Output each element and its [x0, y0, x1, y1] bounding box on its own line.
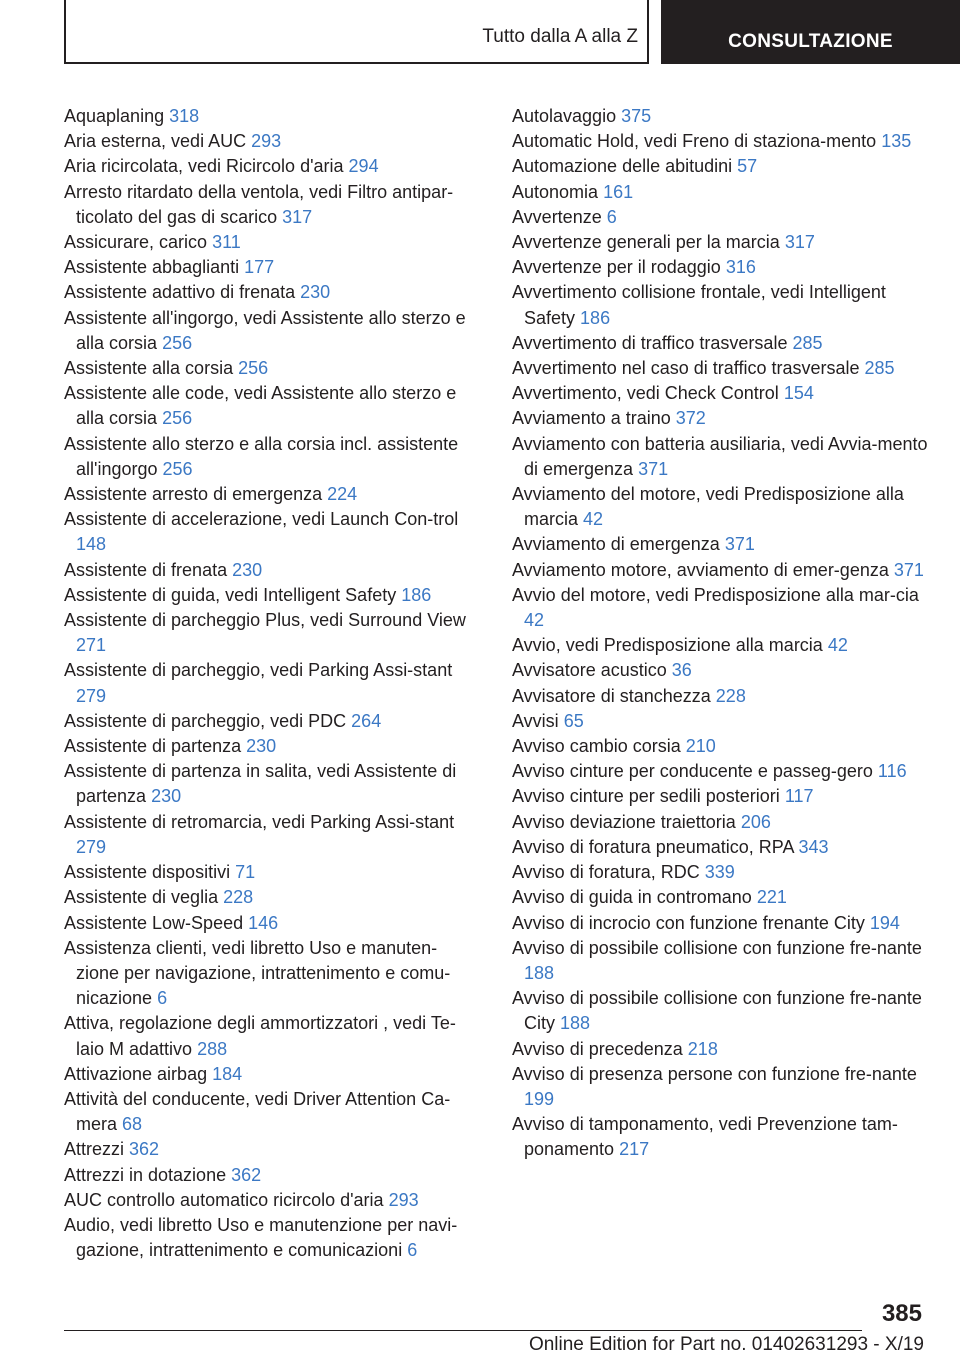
index-entry-text: Avviso di foratura, RDC: [512, 862, 700, 883]
index-entry-text: Avviamento motore, avviamento di emer‐genza: [512, 559, 889, 580]
index-page-link[interactable]: 217: [619, 1139, 650, 1160]
index-entry: [512, 532, 932, 557]
index-page-link[interactable]: 6: [157, 988, 168, 1009]
index-entry-text: Avvertenze per il rodaggio: [512, 257, 721, 278]
index-page-link[interactable]: 375: [621, 106, 652, 126]
index-entry-text: Avviso di possibile collisione con funzione fre‐nante City: [512, 988, 922, 1034]
index-entry: [64, 280, 480, 305]
index-entry-text: Attivazione airbag: [64, 1063, 208, 1084]
index-entry: [512, 1062, 932, 1112]
index-entry: [64, 180, 480, 230]
index-entry-text: Assistente Low-Speed: [64, 912, 244, 933]
index-entry: [64, 1087, 480, 1137]
index-entry-text: Assistente di accelerazione, vedi Launch Con‐trol: [64, 509, 459, 530]
index-entry-text: Avviamento con batteria ausiliaria, vedi Avvia‐mento di emergenza: [512, 433, 928, 479]
index-page-link[interactable]: 228: [223, 887, 254, 908]
index-entry-text: Automazione delle abitudini: [512, 156, 733, 177]
index-page-link[interactable]: 218: [687, 1038, 718, 1059]
index-entry: [512, 734, 932, 759]
index-page-link[interactable]: 221: [756, 887, 787, 908]
index-entry: [64, 432, 480, 482]
index-column-left: [64, 104, 480, 1263]
index-entry-text: Avvertimento collisione frontale, vedi Intelligent Safety: [512, 282, 886, 328]
index-page-link[interactable]: 68: [122, 1114, 143, 1135]
index-page-link[interactable]: 188: [524, 962, 555, 983]
index-entry-text: Attiva, regolazione degli ammortizzatori , vedi Te‐laio M adattivo: [64, 1013, 456, 1059]
index-entry: [64, 381, 480, 431]
index-entry: [64, 911, 480, 936]
index-entry: [512, 709, 932, 734]
index-entry-text: Automatic Hold, vedi Freno di staziona‐mento: [512, 131, 877, 152]
index-page-link[interactable]: 372: [675, 408, 706, 429]
header-bottom-rule: [64, 62, 649, 64]
index-entry-text: Aria ricircolata, vedi Ricircolo d'aria: [64, 156, 344, 177]
index-page-link[interactable]: 42: [583, 509, 604, 530]
index-page-link[interactable]: 371: [724, 534, 755, 555]
index-entry-text: Avvertenze: [512, 206, 602, 227]
index-entry-text: Assistente di partenza in salita, vedi Assistente di partenza: [64, 761, 457, 807]
index-entry: [64, 230, 480, 255]
index-entry: [512, 633, 932, 658]
index-entry: [64, 885, 480, 910]
index-column-right: [512, 104, 932, 1163]
index-entry-text: Avvio del motore, vedi Predisposizione alla mar‐cia: [512, 584, 919, 605]
index-entry-text: Assistente di frenata: [64, 559, 228, 580]
index-page-link[interactable]: 279: [76, 685, 107, 706]
index-entry: [512, 230, 932, 255]
index-entry-text: Avviso di incrocio con funzione frenante City: [512, 912, 865, 933]
index-entry: [64, 1213, 480, 1263]
index-entry: [512, 180, 932, 205]
index-entry-text: Avvisatore acustico: [512, 660, 667, 681]
index-page-link[interactable]: 230: [232, 559, 263, 580]
index-page-link[interactable]: 42: [524, 610, 545, 631]
page-number: 385: [881, 1300, 922, 1327]
index-entry: [64, 129, 480, 154]
index-page-link[interactable]: 36: [671, 660, 692, 681]
index-entry-text: Assistente di parcheggio, vedi Parking Assi‐stant: [64, 660, 453, 681]
index-page-link[interactable]: 230: [300, 282, 331, 303]
index-entry: [64, 734, 480, 759]
index-entry: [64, 306, 480, 356]
index-entry-text: Avviso di precedenza: [512, 1038, 683, 1059]
index-entry: [64, 1137, 480, 1162]
index-page-link[interactable]: 318: [169, 106, 200, 126]
index-entry-text: Avviso di possibile collisione con funzione fre‐nante: [512, 937, 922, 958]
index-page-link[interactable]: 362: [129, 1139, 160, 1160]
index-page-link[interactable]: 317: [784, 232, 815, 253]
index-entry: [512, 255, 932, 280]
index-page-link[interactable]: 362: [231, 1164, 262, 1185]
chapter-tab: [661, 0, 960, 64]
index-entry: [512, 658, 932, 683]
index-entry: [64, 810, 480, 860]
index-entry-text: Avvio, vedi Predisposizione alla marcia: [512, 635, 823, 656]
index-entry-text: Assistente di guida, vedi Intelligent Safety: [64, 584, 397, 605]
index-page-link[interactable]: 343: [798, 836, 829, 857]
index-page-link[interactable]: 288: [197, 1038, 228, 1059]
index-entry: [64, 507, 480, 557]
index-entry: [512, 911, 932, 936]
index-page-link[interactable]: 116: [877, 761, 907, 782]
index-entry: [512, 835, 932, 860]
index-entry: [64, 1011, 480, 1061]
index-page-link[interactable]: 371: [893, 559, 924, 580]
index-page-link[interactable]: 210: [685, 736, 716, 757]
index-entry-text: Avvertimento di traffico trasversale: [512, 332, 788, 353]
index-entry-text: Assistente arresto di emergenza: [64, 484, 323, 505]
index-entry: [64, 255, 480, 280]
index-entry: [512, 558, 932, 583]
index-entry: [512, 104, 932, 129]
index-page-link[interactable]: 293: [251, 131, 282, 152]
index-entry: [512, 860, 932, 885]
index-entry: [512, 810, 932, 835]
index-page-link[interactable]: 184: [212, 1063, 243, 1084]
index-entry: [512, 129, 932, 154]
index-page-link[interactable]: 316: [725, 257, 756, 278]
index-page-link[interactable]: 271: [76, 635, 107, 656]
index-entry-text: Avvertimento nel caso di traffico trasversale: [512, 358, 860, 379]
index-entry-text: Assistente alla corsia: [64, 358, 234, 379]
index-page-link[interactable]: 294: [348, 156, 379, 177]
index-entry-text: Autolavaggio: [512, 106, 617, 126]
index-entry-text: Audio, vedi libretto Uso e manutenzione per navi‐gazione, intrattenimento e comunicazioni: [64, 1214, 458, 1261]
index-entry-text: Assistente dispositivi: [64, 862, 231, 883]
index-entry-text: Assistente di parcheggio, vedi PDC: [64, 710, 347, 731]
index-entry-text: Aria esterna, vedi AUC: [64, 131, 247, 152]
index-entry: [512, 331, 932, 356]
index-page-link[interactable]: 199: [524, 1088, 555, 1109]
edition-footer: Online Edition for Part no. 01402631293 - X/19: [528, 1334, 924, 1355]
index-entry: [512, 784, 932, 809]
index-page-link[interactable]: 154: [783, 383, 814, 404]
index-entry-text: Assicurare, carico: [64, 232, 208, 253]
section-title: Tutto dalla A alla Z: [482, 26, 638, 47]
index-page-link[interactable]: 256: [238, 358, 269, 379]
header-divider-rule: [647, 0, 649, 64]
index-entry-text: Assistente all'ingorgo, vedi Assistente allo sterzo e alla corsia: [64, 307, 466, 353]
index-entry: [64, 1188, 480, 1213]
index-entry-text: Attività del conducente, vedi Driver Attention Ca‐mera: [64, 1088, 451, 1135]
index-entry: [64, 709, 480, 734]
index-page-link[interactable]: 285: [792, 332, 823, 353]
index-entry: [64, 658, 480, 708]
index-entry: [512, 885, 932, 910]
index-entry: [64, 608, 480, 658]
index-entry-text: Avviso di foratura pneumatico, RPA: [512, 836, 794, 857]
index-entry-text: Avviso deviazione traiettoria: [512, 811, 736, 832]
index-entry-text: Avvisi: [512, 710, 559, 731]
index-page-link[interactable]: 224: [327, 484, 358, 505]
index-entry-text: Avvisatore di stanchezza: [512, 685, 711, 706]
index-entry: [512, 1037, 932, 1062]
index-page-link[interactable]: 71: [235, 862, 256, 883]
index-entry-text: Avviso cinture per conducente e passeg‐gero: [512, 761, 873, 782]
index-page-link[interactable]: 279: [76, 836, 107, 857]
index-entry: [64, 154, 480, 179]
index-page-link[interactable]: 256: [162, 332, 193, 353]
index-entry-text: Avviamento di emergenza: [512, 534, 720, 555]
index-entry: [64, 482, 480, 507]
index-page-link[interactable]: 230: [151, 786, 182, 807]
index-entry: [512, 583, 932, 633]
index-page-link[interactable]: 256: [162, 458, 193, 479]
index-entry-text: Avviamento del motore, vedi Predisposizione alla marcia: [512, 484, 904, 530]
index-page-link[interactable]: 285: [864, 358, 895, 379]
index-entry: [64, 1062, 480, 1087]
index-entry: [512, 406, 932, 431]
index-page-link[interactable]: 6: [407, 1240, 418, 1261]
index-page-link[interactable]: 65: [563, 710, 584, 731]
index-page-link[interactable]: 206: [740, 811, 771, 832]
index-entry-text: Avviamento a traino: [512, 408, 671, 429]
index-entry-text: Autonomia: [512, 181, 599, 202]
index-entry: [512, 1112, 932, 1162]
index-page-link[interactable]: 146: [248, 912, 279, 933]
index-entry: [512, 205, 932, 230]
index-page-link[interactable]: 317: [282, 206, 313, 227]
index-entry-text: Avviso cambio corsia: [512, 736, 681, 757]
index-entry: [64, 558, 480, 583]
index-entry-text: Avviso cinture per sedili posteriori: [512, 786, 780, 807]
index-page-link[interactable]: 161: [603, 181, 634, 202]
index-page-link[interactable]: 194: [869, 912, 900, 933]
index-entry: [512, 432, 932, 482]
index-entry-text: Avviso di presenza persone con funzione fre‐nante: [512, 1063, 917, 1084]
index-page-link[interactable]: 6: [606, 206, 617, 227]
footer-rule: [64, 1330, 862, 1331]
index-page-link[interactable]: 186: [401, 584, 432, 605]
index-entry-text: AUC controllo automatico ricircolo d'aria: [64, 1189, 384, 1210]
index-entry-text: Attrezzi in dotazione: [64, 1164, 227, 1185]
index-entry-text: Assistenza clienti, vedi libretto Uso e manuten‐zione per navigazione, intrattenimento e comu‐nicazione: [64, 937, 451, 1009]
index-page-link[interactable]: 42: [827, 635, 848, 656]
index-entry-text: Assistente allo sterzo e alla corsia incl. assistente all'ingorgo: [64, 433, 459, 479]
index-entry-text: Assistente alle code, vedi Assistente allo sterzo e alla corsia: [64, 383, 457, 429]
index-page-link[interactable]: 293: [388, 1189, 419, 1210]
index-entry-text: Aquaplaning: [64, 106, 165, 126]
index-entry: [64, 860, 480, 885]
index-entry: [512, 154, 932, 179]
index-entry: [64, 583, 480, 608]
index-entry: [512, 280, 932, 330]
index-page-link[interactable]: 311: [212, 232, 241, 253]
index-entry-text: Arresto ritardato della ventola, vedi Filtro antipar‐ticolato del gas di scarico: [64, 181, 454, 227]
index-page-link[interactable]: 264: [351, 710, 382, 731]
index-entry: [64, 936, 480, 1012]
index-page-link[interactable]: 186: [580, 307, 611, 328]
index-page-link[interactable]: 256: [162, 408, 193, 429]
index-entry-text: Assistente abbaglianti: [64, 257, 240, 278]
index-entry-text: Avvertimento, vedi Check Control: [512, 383, 779, 404]
index-page-link[interactable]: 230: [246, 736, 277, 757]
index-entry-text: Assistente di retromarcia, vedi Parking Assi‐stant: [64, 811, 455, 832]
index-page-link[interactable]: 228: [715, 685, 746, 706]
index-entry: [512, 986, 932, 1036]
index-entry: [64, 759, 480, 809]
header-left-rule: [64, 0, 66, 64]
index-page-link[interactable]: 188: [560, 1013, 591, 1034]
index-entry: [512, 356, 932, 381]
index-page-link[interactable]: 57: [737, 156, 758, 177]
index-page-link[interactable]: 371: [638, 458, 669, 479]
index-page-link[interactable]: 177: [244, 257, 275, 278]
index-entry: [512, 759, 932, 784]
chapter-title: CONSULTAZIONE: [728, 31, 893, 52]
index-entry: [64, 1163, 480, 1188]
index-entry: [64, 104, 480, 129]
index-entry-text: Assistente di partenza: [64, 736, 242, 757]
index-entry-text: Attrezzi: [64, 1139, 125, 1160]
index-entry-text: Assistente adattivo di frenata: [64, 282, 296, 303]
index-page-link[interactable]: 135: [881, 131, 912, 152]
index-entry-text: Assistente di parcheggio Plus, vedi Surround View: [64, 610, 466, 631]
index-entry: [512, 936, 932, 986]
index-page-link[interactable]: 148: [76, 534, 107, 555]
index-entry-text: Assistente di veglia: [64, 887, 219, 908]
index-entry: [512, 684, 932, 709]
index-entry-text: Avvertenze generali per la marcia: [512, 232, 780, 253]
index-entry: [64, 356, 480, 381]
index-page-link[interactable]: 117: [784, 786, 814, 807]
index-entry-text: Avviso di tamponamento, vedi Prevenzione tam‐ponamento: [512, 1114, 898, 1160]
index-entry: [512, 482, 932, 532]
index-entry: [512, 381, 932, 406]
index-page-link[interactable]: 339: [704, 862, 735, 883]
index-entry-text: Avviso di guida in contromano: [512, 887, 752, 908]
